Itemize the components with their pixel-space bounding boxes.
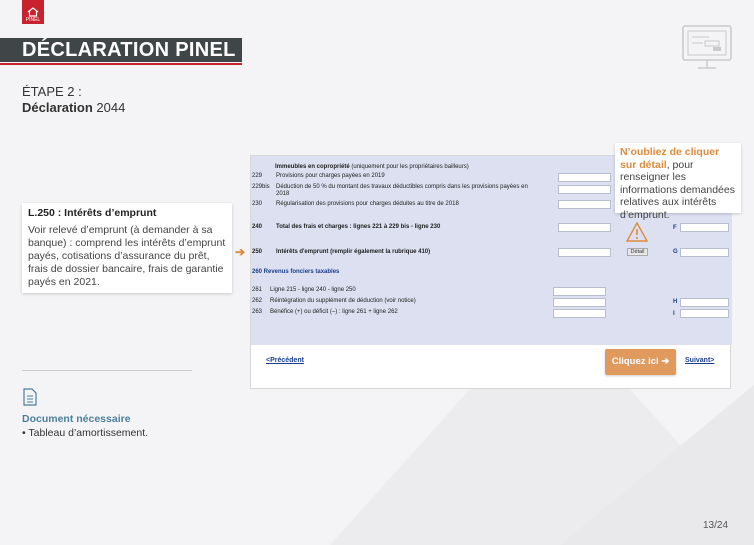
- input-229[interactable]: [558, 173, 611, 182]
- info-card-text: Voir relevé d’emprunt (à demander à sa banque) : comprend les intérêts d’emprunt payés, cotisations d’assurance du prêt, frais de dossier bancaire, frais de garantie payés en 2021.: [28, 224, 226, 288]
- info-card-title: L.250 : Intérêts d’emprunt: [28, 207, 157, 219]
- detail-callout: [615, 143, 741, 221]
- home-button[interactable]: [22, 0, 44, 24]
- step-heading: [22, 84, 125, 116]
- info-card-l250: [22, 203, 232, 293]
- callout-text: , pour renseigner les informations demandées relatives aux intérêts d’emprunt.: [620, 158, 735, 221]
- input-250[interactable]: [558, 248, 611, 257]
- input-261[interactable]: [553, 287, 606, 296]
- divider: [22, 370, 192, 371]
- home-label: PINEL: [25, 17, 41, 23]
- warning-icon: [626, 222, 648, 242]
- input-229bis[interactable]: [558, 185, 611, 194]
- callout-highlight: N’oubliez de cliquer sur détail: [620, 146, 720, 171]
- step-name: Déclaration: [22, 100, 93, 115]
- step-form: 2044: [92, 100, 126, 115]
- form-screenshot: Immeubles en copropriété (uniquement pour les propriétaires bailleurs) 229 Provisions pour charges payées en 2019 229bis Déduction de 50 % du montant des travaux déductibles compris dans les provisions payées en 2018 230 Régularisation des provisions pour charges déduites au titre de 2018 240 Total des frais et charges : lignes 221 à 229 bis - ligne 230 250 Intérêts d'emprunt (remplir également la rubrique 410) 260 Revenus fonciers taxables 261 Ligne 215 - ligne 240 - ligne 250 262 Réintégration du supplément de déduction (voir notice) 263 Bénéfice (+) ou déficit (–) : ligne 261 + ligne 262 F G H I Détail <Précédent Cliquez ici ➔ Suivant>: [250, 155, 731, 389]
- next-link[interactable]: Suivant>: [685, 357, 715, 364]
- line-letter-g: G: [673, 249, 678, 255]
- title-underline: [0, 63, 242, 65]
- line-letter-h: H: [673, 299, 678, 305]
- page-number: 13/24: [703, 520, 729, 531]
- input-f[interactable]: [680, 223, 729, 232]
- input-263[interactable]: [553, 309, 606, 318]
- detail-button[interactable]: Détail: [627, 248, 648, 256]
- previous-link[interactable]: <Précédent: [266, 357, 304, 364]
- document-required-title: Document nécessaire: [22, 413, 131, 425]
- step-number: ÉTAPE 2 :: [22, 84, 82, 99]
- document-icon: [23, 388, 37, 406]
- input-g[interactable]: [680, 248, 729, 257]
- form-section-title: Immeubles en copropriété (uniquement pour les propriétaires bailleurs): [275, 164, 469, 170]
- pointer-arrow-icon: ➔: [235, 245, 246, 259]
- click-here-button[interactable]: Cliquez ici ➔: [605, 349, 676, 375]
- input-i[interactable]: [680, 309, 729, 318]
- input-262[interactable]: [553, 298, 606, 307]
- input-240[interactable]: [558, 223, 611, 232]
- home-icon: [27, 7, 39, 17]
- form-section-260: 260 Revenus fonciers taxables: [252, 269, 340, 275]
- input-h[interactable]: [680, 298, 729, 307]
- line-letter-i: I: [673, 311, 675, 317]
- line-letter-f: F: [673, 225, 677, 231]
- document-list-item: • Tableau d’amortissement.: [22, 427, 149, 439]
- page-title: DÉCLARATION PINEL: [0, 38, 242, 62]
- input-230[interactable]: [558, 200, 611, 209]
- monitor-form-icon: [681, 24, 733, 72]
